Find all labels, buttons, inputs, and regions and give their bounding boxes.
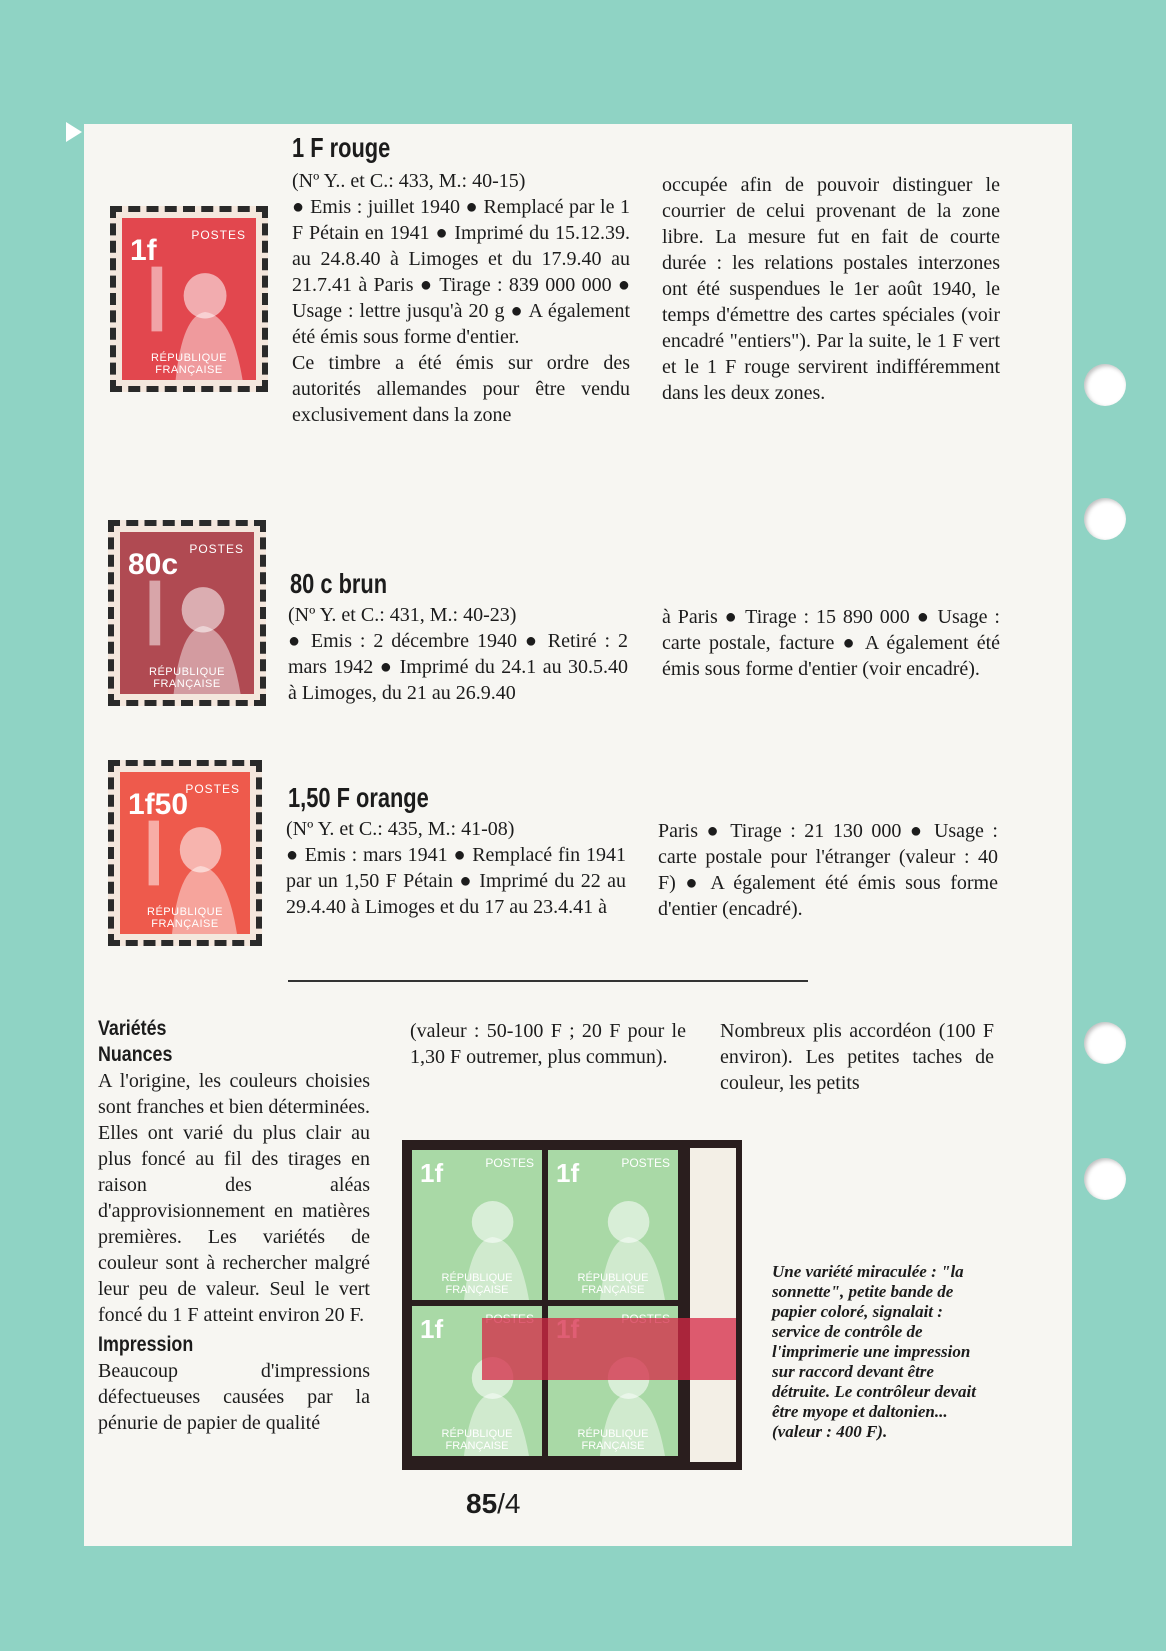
entry-text-right — [658, 818, 998, 922]
sheet-margin — [690, 1148, 736, 1462]
entry-text-right — [662, 604, 1000, 682]
impression-heading: Impression — [98, 1333, 194, 1356]
stamp-image-150f-orange — [108, 760, 262, 946]
red-paper-band — [482, 1318, 736, 1380]
page-number — [466, 1488, 521, 1520]
varietes-middle-text: (valeur : 50-100 F ; 20 F pour le 1,30 F outremer, plus commun). — [410, 1020, 686, 1068]
stamp-country-label: RÉPUBLIQUE FRANÇAISE — [149, 666, 225, 690]
entry-text-left — [288, 602, 628, 706]
stamp-country-label: RÉPUBLIQUE FRANÇAISE — [577, 1272, 649, 1296]
varietes-column-right — [720, 1018, 994, 1096]
image-caption: Une variété miraculée : "la sonnette", petite bande de papier coloré, signalait : service de contrôle de l'imprimerie une impression sur raccord devant être détruite. Le contrôleur devait être myope et daltonien... (valeur : 400 F). — [772, 1262, 976, 1441]
stamp-value: 1f — [130, 234, 157, 267]
stamp-value: 1f — [420, 1158, 444, 1188]
page-number-main: 85 — [466, 1488, 498, 1519]
entry-paragraph: occupée afin de pouvoir distinguer le courrier de celui provenant de la zone libre. La mesure fut en fait de courte durée : les relations postales interzones ont été suspendues le 1er août 1940, le temps d'émettre des cartes spéciales (voir encadré "entiers"). Par la suite, le 1 F vert et le 1 F rouge servirent indifféremment dans les deux zones. — [662, 174, 1000, 404]
stamp-face — [120, 532, 254, 694]
nuances-text: A l'origine, les couleurs choisies sont franches et bien déterminées. Elles ont varié du plus clair au plus foncé au fil des tirages en raison des aléas d'approvisionnement en matières premières. Les variétés de couleur sont à rechercher malgré leur peu de valeur. Seul le vert foncé du 1 F atteint environ 20 F. — [98, 1070, 370, 1326]
entry-paragraph: (Nº Y.. et C.: 433, M.: 40-15) — [292, 170, 526, 192]
stamp-value: 80c — [128, 548, 179, 581]
stamp-postes-label: POSTES — [191, 228, 246, 242]
varietes-column-middle — [410, 1018, 686, 1070]
binder-hole — [1084, 498, 1126, 540]
entry-paragraph: (Nº Y. et C.: 435, M.: 41-08) — [286, 818, 515, 840]
entry-paragraph: ● Emis : mars 1941 ● Remplacé fin 1941 par un 1,50 F Pétain ● Imprimé du 22 au 29.4.40 à Limoges et du 17 au 23.4.41 à — [286, 844, 626, 918]
stamp-country-label: RÉPUBLIQUE FRANÇAISE — [151, 352, 227, 376]
entry-paragraph: Paris ● Tirage : 21 130 000 ● Usage : carte postale pour l'étranger (valeur : 40 F) ● A également été émis sous forme d'entier (encadré). — [658, 820, 998, 920]
stamp-country-label: RÉPUBLIQUE FRANÇAISE — [577, 1428, 649, 1452]
green-stamp — [548, 1150, 678, 1300]
entry-title: 1 F rouge — [292, 132, 391, 163]
varietes-right-text: Nombreux plis accordéon (100 F environ). Les petites taches de couleur, les petits — [720, 1020, 994, 1094]
stamp-image-80c-brun — [108, 520, 266, 706]
stamp-image-1f-rouge — [110, 206, 268, 392]
entry-text-left — [286, 816, 626, 920]
entry-title: 80 c brun — [290, 568, 388, 599]
stamp-value: 1f50 — [128, 788, 189, 821]
binder-hole — [1084, 364, 1126, 406]
stamp-country-label: RÉPUBLIQUE FRANÇAISE — [147, 906, 223, 930]
impression-text: Beaucoup d'impressions défectueuses causées par la pénurie de papier de qualité — [98, 1360, 370, 1434]
page-marker-triangle — [66, 122, 82, 142]
entry-paragraph: Ce timbre a été émis sur ordre des autorités allemandes pour être vendu exclusivement dans la zone — [292, 352, 630, 426]
section-divider — [288, 980, 808, 982]
stamp-postes-label: POSTES — [185, 782, 240, 796]
entry-title: 1,50 F orange — [288, 782, 429, 813]
stamp-value: 1f — [420, 1314, 444, 1344]
stamp-postes-label: POSTES — [621, 1156, 670, 1170]
entry-paragraph: à Paris ● Tirage : 15 890 000 ● Usage : carte postale, facture ● A également été émis sous forme d'entier (voir encadré). — [662, 606, 1000, 680]
entry-text-right — [662, 172, 1000, 406]
stamp-country-label: RÉPUBLIQUE FRANÇAISE — [441, 1272, 513, 1296]
green-stamp — [412, 1150, 542, 1300]
stamp-face — [122, 218, 256, 380]
stamp-postes-label: POSTES — [485, 1156, 534, 1170]
stamp-country-label: RÉPUBLIQUE FRANÇAISE — [441, 1428, 513, 1452]
entry-paragraph: (Nº Y. et C.: 431, M.: 40-23) — [288, 604, 517, 626]
varietes-heading: Variétés — [98, 1017, 167, 1040]
entry-paragraph: ● Emis : juillet 1940 ● Remplacé par le 1 F Pétain en 1941 ● Imprimé du 15.12.39. au 24.8.40 à Limoges et du 17.9.40 au 21.7.41 à Paris ● Tirage : 839 000 000 ● Usage : lettre jusqu'à 20 g ● A également été émis sous forme d'entier. — [292, 196, 630, 348]
binder-hole — [1084, 1022, 1126, 1064]
stamp-face — [120, 772, 250, 934]
stamp-block-image — [402, 1140, 742, 1470]
nuances-heading: Nuances — [98, 1043, 173, 1066]
stamp-value: 1f — [556, 1158, 580, 1188]
entry-paragraph: ● Emis : 2 décembre 1940 ● Retiré : 2 mars 1942 ● Imprimé du 24.1 au 30.5.40 à Limoges, du 21 au 26.9.40 — [288, 630, 628, 704]
varietes-column-left — [98, 1016, 370, 1436]
binder-hole — [1084, 1158, 1126, 1200]
entry-text-left — [292, 168, 630, 428]
stamp-postes-label: POSTES — [189, 542, 244, 556]
page-number-sub: /4 — [497, 1488, 521, 1519]
